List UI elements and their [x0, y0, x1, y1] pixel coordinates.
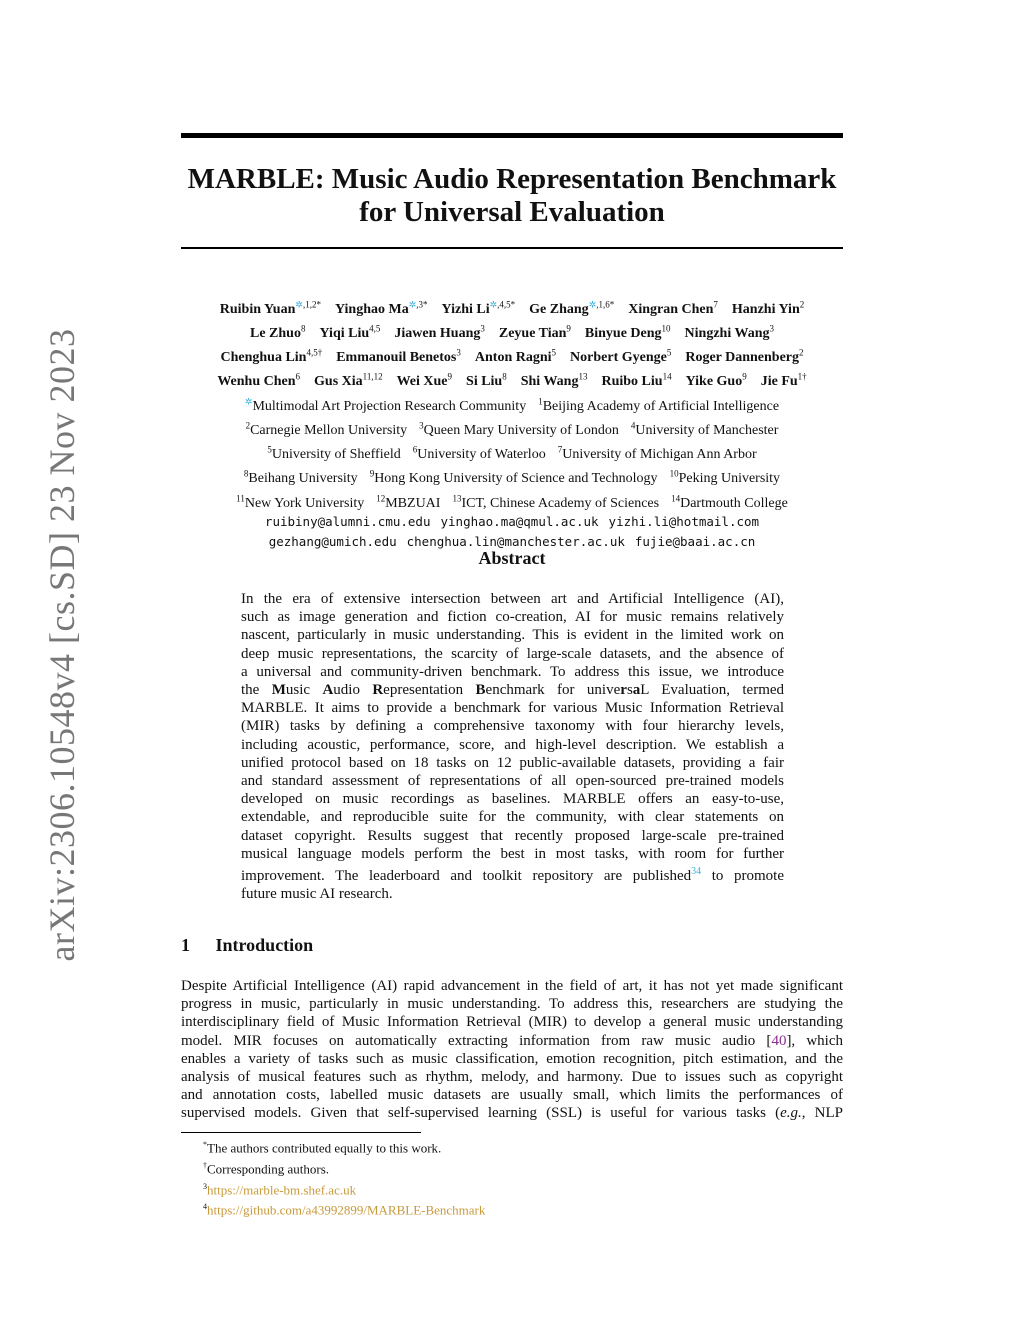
affiliation-mark: 6 — [412, 444, 418, 455]
footnote-mark: 3 — [203, 1181, 207, 1191]
affiliation: $^4$University of Manchester — [630, 420, 779, 438]
abstract-line: MARBLE. It aims to provide a benchmark for various Music Information Retrieval — [241, 700, 784, 717]
abstract-line: developed on music recordings as baselines. MARBLE offers an easy-to-use, — [241, 791, 784, 808]
author-name: Jie $Fu^{1\dagger}$ — [760, 371, 807, 390]
footnote-text: The authors contributed equally to this work. — [207, 1140, 442, 1156]
author-name: Ge Zhang$^{✲,1,6*}$ — [529, 299, 615, 317]
section-title: Introduction — [215, 935, 314, 955]
intro-line: interdisciplinary field of Music Information Retrieval (MIR) to develop a general music understanding — [181, 1014, 843, 1031]
author-name: Yizhi $Li^{✲,4,5*}$ — [441, 299, 516, 317]
affiliation: $^7$University of Michigan Ann Arbor — [557, 444, 757, 463]
footnote-mark: † — [203, 1160, 207, 1170]
author-name: Si Liu$^8$ — [466, 371, 507, 390]
author-name: Hanzhi Yin$^2$ — [731, 299, 805, 317]
affiliation-mark: 5 — [267, 444, 272, 455]
affiliation-line — [181, 416, 843, 440]
email-address[interactable]: ruibiny@alumni.cmu.edu — [264, 514, 431, 530]
footnote-mark: * — [203, 1140, 207, 1149]
author-line — [181, 368, 843, 392]
footnote-ref[interactable]: 34 — [691, 866, 702, 878]
affiliation-mark: 12 — [376, 493, 386, 503]
footnote-link[interactable]: https://marble-bm.shef.ac.uk — [207, 1181, 357, 1197]
author-affiliation-mark: 7 — [713, 299, 718, 309]
affiliation-mark — [245, 396, 253, 406]
arxiv-identifier: arXiv:2306.10548v4 [cs.SD] 23 Nov 2023 — [42, 328, 82, 962]
intro-line: model. MIR focuses on automatically extracting information from raw music audio [40], which — [181, 1032, 843, 1049]
author-name: Wei Xue$^9$ — [396, 371, 453, 390]
author-list — [181, 295, 843, 392]
abstract-line: improvement. The leaderboard and toolkit repository are published$^{34}$ to promote — [241, 866, 784, 885]
affiliation-mark: 11 — [236, 493, 245, 503]
affiliation-mark: 4 — [630, 420, 636, 431]
author-name: Yinghao $Ma^{✲,3*}$ — [334, 299, 428, 317]
abstract-line: (MIR) tasks by defining a comprehensive taxonomy with four hierarchy levels, — [241, 718, 784, 735]
intro-line: supervised models. Given that self-supervised learning (SSL) is useful for various tasks (e.g., NLP — [181, 1105, 843, 1122]
abstract-line: nascent, particularly in music understanding. This is evident in the limited work on — [241, 627, 784, 644]
footnote-text: Corresponding authors. — [207, 1161, 330, 1177]
abstract-line: In the era of extensive intersection between art and Artificial Intelligence (AI), — [241, 591, 784, 607]
affiliation: $^{12}$MBZUAI — [376, 493, 441, 511]
author-affiliation-mark: 3 — [456, 347, 461, 358]
affiliation: $^8$Beihang University — [243, 468, 358, 487]
email-address[interactable]: fujie@baai.ac.cn — [634, 533, 756, 549]
community-star-icon: ✲ — [295, 299, 303, 309]
footnote — [203, 1136, 485, 1157]
author-name: Ruibo Liu$^{14}$ — [601, 371, 672, 390]
author-affiliation-mark: 4,5 — [369, 323, 381, 334]
affiliation-mark: 9 — [369, 468, 375, 479]
acronym-letter: R — [372, 682, 384, 699]
title-rule-bottom — [181, 247, 843, 249]
acronym-letter: r — [620, 682, 627, 699]
abstract-line: dataset copyright. Results suggest that recently proposed large-scale pre-trained — [241, 827, 784, 844]
affiliation-list — [181, 392, 843, 513]
author-name: Yiqi Liu$^{4,5}$ — [319, 323, 381, 341]
affiliation: $^9$Hong Kong University of Science and Technology — [369, 468, 658, 487]
abstract-line: including acoustic, performance, score, and high-level description. We establish a — [241, 736, 784, 753]
author-affiliation-mark: 3 — [480, 323, 485, 334]
abstract-heading: Abstract — [478, 548, 546, 568]
affiliation: $^{11}$New York University — [236, 493, 365, 511]
affiliation-mark: 3 — [419, 420, 424, 431]
abstract-line: musical language models perform the best in most tasks, with room for further — [241, 845, 784, 862]
email-list — [181, 513, 843, 552]
affiliation: $^2$Carnegie Mellon University — [245, 420, 408, 438]
affiliation-mark: 7 — [557, 444, 563, 455]
intro-line: enables a variety of tasks such as music classification, emotion recognition, pitch estimation, and the — [181, 1050, 843, 1067]
abstract-body — [241, 590, 784, 903]
author-affiliation-mark: 5 — [551, 347, 557, 358]
author-affiliation-mark: 6 — [295, 371, 301, 382]
author-affiliation-mark: 1† — [797, 371, 807, 382]
intro-line: Despite Artificial Intelligence (AI) rapid advancement in the field of art, it has not yet made significant — [181, 978, 843, 994]
author-name: Anton Ragni$^5$ — [474, 347, 557, 366]
author-line — [181, 295, 843, 319]
author-affiliation-mark: 10 — [661, 323, 671, 334]
author-affiliation-mark: ✲,1,6* — [588, 299, 615, 309]
community-star-icon: ✲ — [489, 299, 498, 309]
author-name: Xingran Chen$^7$ — [628, 299, 718, 317]
author-name: Ningzhi Wang$^3$ — [684, 323, 774, 341]
author-name: Norbert Gyenge$^5$ — [570, 347, 672, 366]
email-address[interactable]: chenghua.lin@manchester.ac.uk — [406, 533, 625, 549]
acronym-letter: B — [475, 682, 486, 699]
footnote — [203, 1178, 485, 1199]
affiliation: $^{13}$ICT, Chinese Academy of Sciences — [452, 493, 660, 511]
citation-link[interactable]: 40 — [771, 1032, 787, 1049]
author-affiliation-mark: 8 — [502, 371, 507, 382]
abstract-line: future music AI research. — [241, 886, 393, 903]
title-rule-top — [181, 133, 843, 138]
footnote — [203, 1157, 485, 1178]
author-affiliation-mark: 3 — [769, 323, 774, 334]
title-line-1: MARBLE: Music Audio Representation Benchmark — [187, 163, 837, 195]
author-affiliation-mark: ✲,3* — [408, 299, 428, 309]
community-star-icon: ✲ — [408, 299, 417, 309]
abstract-line: a universal and community-driven benchmark. To address this issue, we introduce — [241, 663, 784, 680]
author-name: Gus Xia$^{11,12}$ — [314, 371, 383, 390]
affiliation-line — [181, 465, 843, 489]
author-name: Wenhu Chen$^6$ — [217, 371, 301, 390]
affiliation-mark: 8 — [243, 468, 249, 479]
author-affiliation-mark: ✲,4,5* — [489, 299, 516, 309]
affiliation: $^{10}$Peking University — [669, 468, 781, 487]
author-affiliation-mark: 9 — [447, 371, 453, 382]
author-name: Le Zhuo$^8$ — [250, 323, 306, 341]
affiliation-line — [181, 392, 843, 416]
author-name: Shi Wang$^{13}$ — [520, 371, 588, 390]
author-affiliation-mark: 13 — [578, 371, 588, 382]
acronym-letter: A — [322, 682, 334, 699]
email-address[interactable]: gezhang@umich.edu — [268, 533, 397, 549]
community-star-icon: ✲ — [244, 396, 253, 406]
author-affiliation-mark: 2 — [799, 347, 804, 358]
paper-title — [181, 163, 843, 229]
email-address[interactable]: yinghao.ma@qmul.ac.uk — [440, 514, 599, 530]
section-heading-introduction — [181, 935, 313, 956]
affiliation: $^1$Beijing Academy of Artificial Intelligence — [538, 396, 780, 414]
author-affiliation-mark: 11,12 — [362, 371, 383, 382]
affiliation-mark: 10 — [669, 468, 679, 479]
section-number: 1 — [181, 935, 190, 955]
affiliation: $^3$Queen Mary University of London — [419, 420, 619, 438]
community-star-icon: ✲ — [588, 299, 597, 309]
footnote-rule — [181, 1132, 421, 1133]
author-name: Emmanouil Benetos$^3$ — [336, 347, 461, 366]
intro-line: and annotation costs, labelled music datasets are usually small, which limits the performances of — [181, 1087, 843, 1104]
author-affiliation-mark: 2 — [799, 299, 805, 309]
author-affiliation-mark: 9 — [566, 323, 571, 334]
author-line — [181, 344, 843, 368]
affiliation-mark: 2 — [245, 420, 251, 431]
author-line — [181, 319, 843, 343]
affiliation-line — [181, 489, 843, 513]
author-affiliation-mark: 8 — [300, 323, 306, 334]
introduction-body — [181, 977, 843, 1123]
author-name: Chenghua Lin$^{4,5\dagger}$ — [220, 347, 323, 366]
affiliation-mark: 13 — [452, 493, 462, 503]
affiliation-mark: 14 — [671, 493, 681, 503]
author-name: Ruibin Yuan$^{✲,1,2*}$ — [219, 299, 321, 317]
author-block — [181, 295, 843, 552]
email-address[interactable]: yizhi.li@hotmail.com — [608, 514, 760, 530]
eg-abbrev: e.g. — [780, 1105, 802, 1122]
author-name: Yike Guo$^9$ — [685, 371, 747, 390]
abstract-line: and standard assessment of representations of all open-sourced pre-trained models — [241, 773, 784, 790]
author-affiliation-mark: 9 — [742, 371, 747, 382]
affiliation-line — [181, 441, 843, 465]
intro-line: analysis of musical features such as rhythm, melody, and harmony. Due to issues such as copyright — [181, 1069, 843, 1086]
abstract-line: unified protocol based on 18 tasks on 12 public-available datasets, providing a fair — [241, 754, 784, 771]
abstract-line: the Music Audio Representation Benchmark for universaL Evaluation, termed — [241, 682, 785, 699]
author-affiliation-mark: 5 — [666, 347, 672, 358]
footnote-mark: 4 — [203, 1202, 207, 1212]
author-name: Jiawen Huang$^3$ — [394, 323, 485, 341]
affiliation: ✲Multimodal Art Projection Research Community — [244, 396, 527, 414]
author-affiliation-mark: 4,5† — [306, 347, 323, 358]
affiliation: $^5$University of Sheffield — [267, 444, 401, 463]
abstract-line: such as image generation and fiction co-creation, AI for music remains relatively — [241, 609, 784, 626]
intro-line: progress in music, particularly in music understanding. To address this, researchers are studying the — [181, 996, 843, 1013]
author-name: Zeyue Tian$^9$ — [498, 323, 571, 341]
author-affiliation-mark: 14 — [662, 371, 672, 382]
abstract-line: extendable, and reproducible suite for the community, with clear statements on — [241, 809, 784, 826]
abstract-line: deep music representations, the scarcity of large-scale datasets, and the absence of — [241, 645, 784, 662]
author-name: Binyue Deng$^{10}$ — [584, 323, 671, 341]
affiliation: $^6$University of Waterloo — [412, 444, 546, 463]
email-line — [181, 513, 843, 533]
author-affiliation-mark: ✲,1,2* — [295, 299, 321, 309]
affiliation-mark: 1 — [538, 396, 543, 406]
title-line-2: for Universal Evaluation — [359, 196, 665, 228]
author-name: Roger Dannenberg$^2$ — [685, 347, 804, 366]
acronym-letter: a — [632, 682, 641, 699]
affiliation: $^{14}$Dartmouth College — [671, 493, 788, 511]
footnote — [203, 1198, 485, 1219]
footnote-link[interactable]: https://github.com/a43992899/MARBLE-Benchmark — [207, 1202, 486, 1218]
acronym-letter: M — [271, 682, 286, 699]
footnotes — [203, 1136, 485, 1219]
